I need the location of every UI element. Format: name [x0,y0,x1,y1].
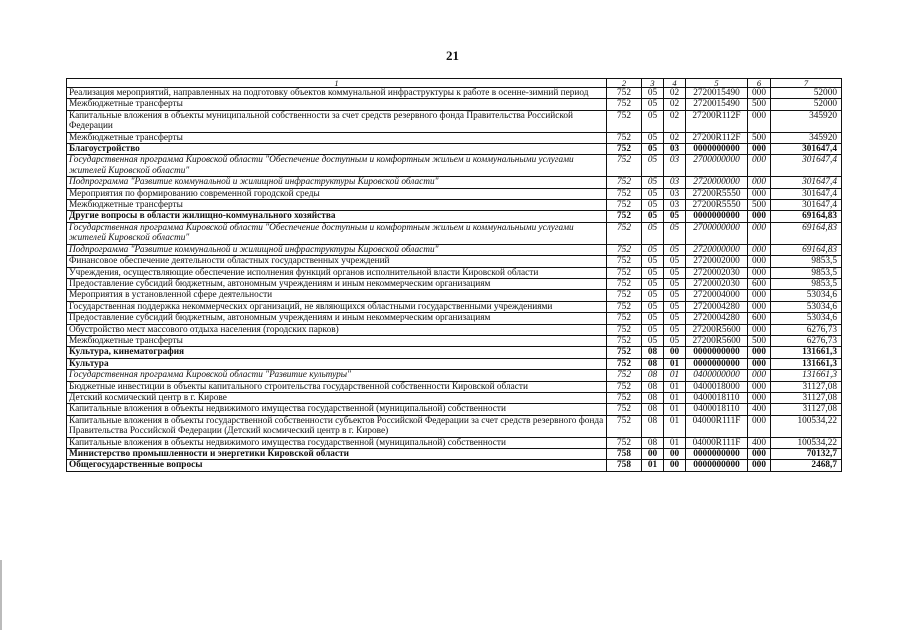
row-name: Государственная поддержка некоммерческих организаций, не являющихся областными государственными учреждениями [67,301,607,312]
row-target-article: 27200R5550 [686,200,748,211]
row-name: Детский космический центр в г. Кирове [67,392,607,403]
row-ved-code: 752 [607,335,642,346]
row-amount: 131661,3 [771,370,842,381]
row-target-article: 27200R5600 [686,335,748,346]
row-amount: 345920 [771,132,842,143]
row-amount: 53034,6 [771,290,842,301]
row-amount: 2468,7 [771,460,842,471]
column-header: 3 [642,79,664,88]
row-section-code: 05 [642,290,664,301]
row-expense-type: 000 [748,110,771,132]
row-subsection-code: 00 [664,460,686,471]
row-target-article: 2720002030 [686,267,748,278]
row-name: Культура, кинематография [67,347,607,358]
row-section-code: 05 [642,267,664,278]
row-subsection-code: 02 [664,99,686,110]
row-target-article: 0000000000 [686,211,748,222]
table-row [67,313,842,324]
row-target-article: 0000000000 [686,347,748,358]
column-header: 7 [771,79,842,88]
row-name: Общегосударственные вопросы [67,460,607,471]
row-amount: 31127,08 [771,381,842,392]
table-row [67,88,842,99]
row-amount: 301647,4 [771,155,842,177]
row-amount: 100534,22 [771,437,842,448]
row-name: Мероприятия в установленной сфере деятельности [67,290,607,301]
row-name: Подпрограмма "Развитие коммунальной и жилищной инфраструктуры Кировской области" [67,244,607,255]
row-amount: 6276,73 [771,335,842,346]
table-row [67,222,842,244]
row-amount: 31127,08 [771,404,842,415]
row-name: Бюджетные инвестиции в объекты капитального строительства государственной собственности Кировской области [67,381,607,392]
row-name: Предоставление субсидий бюджетным, автономным учреждениям и иным некоммерческим организациям [67,313,607,324]
row-subsection-code: 03 [664,200,686,211]
row-subsection-code: 05 [664,256,686,267]
row-subsection-code: 05 [664,324,686,335]
table-row [67,449,842,460]
row-name: Министерство промышленности и энергетики Кировской области [67,449,607,460]
row-target-article: 2720015490 [686,99,748,110]
row-target-article: 2720015490 [686,88,748,99]
row-ved-code: 752 [607,313,642,324]
row-section-code: 05 [642,188,664,199]
row-ved-code: 752 [607,200,642,211]
row-section-code: 05 [642,144,664,155]
row-ved-code: 752 [607,99,642,110]
row-expense-type: 000 [748,267,771,278]
row-subsection-code: 03 [664,188,686,199]
row-target-article: 2720004280 [686,301,748,312]
row-ved-code: 752 [607,177,642,188]
row-section-code: 05 [642,200,664,211]
table-row [67,244,842,255]
row-section-code: 08 [642,392,664,403]
column-header: 2 [607,79,642,88]
row-amount: 53034,6 [771,313,842,324]
row-subsection-code: 01 [664,404,686,415]
row-section-code: 05 [642,99,664,110]
row-expense-type: 000 [748,392,771,403]
row-subsection-code: 01 [664,370,686,381]
row-name: Межбюджетные трансферты [67,335,607,346]
row-amount: 70132,7 [771,449,842,460]
row-name: Культура [67,358,607,369]
row-target-article: 2720000000 [686,177,748,188]
table-row [67,460,842,471]
row-amount: 69164,83 [771,211,842,222]
row-subsection-code: 05 [664,301,686,312]
row-ved-code: 752 [607,144,642,155]
row-name: Межбюджетные трансферты [67,132,607,143]
row-amount: 69164,83 [771,244,842,255]
row-section-code: 05 [642,155,664,177]
row-section-code: 05 [642,256,664,267]
row-expense-type: 000 [748,244,771,255]
row-section-code: 08 [642,358,664,369]
row-ved-code: 752 [607,188,642,199]
row-subsection-code: 01 [664,392,686,403]
table-row [67,370,842,381]
row-subsection-code: 05 [664,267,686,278]
row-name: Учреждения, осуществляющие обеспечение исполнения функций органов исполнительной власти Кировской области [67,267,607,278]
row-ved-code: 752 [607,211,642,222]
table-row [67,415,842,437]
row-section-code: 05 [642,132,664,143]
row-ved-code: 752 [607,415,642,437]
row-target-article: 0400018110 [686,404,748,415]
row-name: Финансовое обеспечение деятельности областных государственных учреждений [67,256,607,267]
table-row [67,347,842,358]
row-amount: 100534,22 [771,415,842,437]
row-target-article: 27200R5600 [686,324,748,335]
row-name: Государственная программа Кировской области "Обеспечение доступным и комфортным жильем и коммунальными услугами жителей Кировской области" [67,155,607,177]
row-amount: 301647,4 [771,188,842,199]
row-subsection-code: 00 [664,347,686,358]
row-ved-code: 752 [607,392,642,403]
row-subsection-code: 05 [664,278,686,289]
row-expense-type: 600 [748,278,771,289]
row-name: Капитальные вложения в объекты государственной собственности субъектов Российской Федерации за счет средств резервного фонда Правительства Российской Федерации (Детский космический центр в г. Кирове) [67,415,607,437]
row-section-code: 08 [642,347,664,358]
row-ved-code: 752 [607,222,642,244]
table-row [67,211,842,222]
row-subsection-code: 01 [664,415,686,437]
row-section-code: 05 [642,88,664,99]
row-target-article: 27200R112F [686,110,748,132]
table-row [67,301,842,312]
row-section-code: 05 [642,278,664,289]
row-name: Капитальные вложения в объекты недвижимого имущества государственной (муниципальной) собственности [67,437,607,448]
row-target-article: 0400000000 [686,370,748,381]
row-ved-code: 752 [607,88,642,99]
row-target-article: 2700000000 [686,155,748,177]
row-ved-code: 752 [607,267,642,278]
row-expense-type: 600 [748,313,771,324]
column-header: 4 [664,79,686,88]
row-ved-code: 752 [607,132,642,143]
row-amount: 9853,5 [771,267,842,278]
row-target-article: 0400018110 [686,392,748,403]
row-ved-code: 752 [607,244,642,255]
row-subsection-code: 05 [664,335,686,346]
row-subsection-code: 00 [664,449,686,460]
table-row [67,381,842,392]
row-subsection-code: 05 [664,211,686,222]
row-section-code: 08 [642,404,664,415]
row-target-article: 2720004000 [686,290,748,301]
row-amount: 301647,4 [771,200,842,211]
table-row [67,188,842,199]
row-target-article: 2720002000 [686,256,748,267]
row-subsection-code: 03 [664,177,686,188]
row-target-article: 27200R5550 [686,188,748,199]
row-subsection-code: 02 [664,110,686,132]
page-number: 21 [446,48,459,63]
row-subsection-code: 02 [664,132,686,143]
row-expense-type: 000 [748,211,771,222]
row-target-article: 2700000000 [686,222,748,244]
table-row [67,290,842,301]
row-expense-type: 500 [748,200,771,211]
table-row [67,404,842,415]
row-target-article: 0000000000 [686,144,748,155]
row-ved-code: 752 [607,358,642,369]
table-row [67,132,842,143]
row-ved-code: 752 [607,370,642,381]
row-expense-type: 000 [748,88,771,99]
table-row [67,200,842,211]
row-amount: 301647,4 [771,177,842,188]
column-header: 5 [686,79,748,88]
row-section-code: 08 [642,370,664,381]
row-amount: 53034,6 [771,301,842,312]
row-subsection-code: 03 [664,144,686,155]
row-amount: 31127,08 [771,392,842,403]
row-subsection-code: 05 [664,290,686,301]
row-name: Обустройство мест массового отдыха населения (городских парков) [67,324,607,335]
row-expense-type: 000 [748,347,771,358]
row-target-article: 0000000000 [686,449,748,460]
row-name: Предоставление субсидий бюджетным, автономным учреждениям и иным некоммерческим организациям [67,278,607,289]
row-section-code: 08 [642,415,664,437]
row-expense-type: 000 [748,301,771,312]
budget-table [66,78,842,472]
table-row [67,177,842,188]
table-row [67,437,842,448]
row-amount: 301647,4 [771,144,842,155]
table-row [67,278,842,289]
row-ved-code: 758 [607,449,642,460]
row-amount: 131661,3 [771,347,842,358]
row-amount: 9853,5 [771,278,842,289]
row-target-article: 2720004280 [686,313,748,324]
row-expense-type: 500 [748,335,771,346]
row-ved-code: 752 [607,290,642,301]
row-section-code: 05 [642,335,664,346]
row-expense-type: 000 [748,449,771,460]
row-section-code: 05 [642,301,664,312]
row-target-article: 2720002030 [686,278,748,289]
row-section-code: 05 [642,222,664,244]
row-expense-type: 000 [748,144,771,155]
row-section-code: 05 [642,177,664,188]
row-name: Государственная программа Кировской области "Развитие культуры" [67,370,607,381]
row-section-code: 01 [642,460,664,471]
row-subsection-code: 05 [664,222,686,244]
row-subsection-code: 01 [664,381,686,392]
table-row [67,267,842,278]
row-ved-code: 752 [607,155,642,177]
row-section-code: 05 [642,324,664,335]
row-amount: 69164,83 [771,222,842,244]
row-name: Межбюджетные трансферты [67,200,607,211]
row-expense-type: 000 [748,256,771,267]
row-section-code: 00 [642,449,664,460]
row-name: Мероприятия по формированию современной городской среды [67,188,607,199]
row-expense-type: 000 [748,324,771,335]
row-section-code: 05 [642,244,664,255]
scan-edge-mark [0,560,2,630]
row-name: Капитальные вложения в объекты недвижимого имущества государственной (муниципальной) собственности [67,404,607,415]
row-ved-code: 752 [607,301,642,312]
row-expense-type: 000 [748,381,771,392]
row-name: Другие вопросы в области жилищно-коммунального хозяйства [67,211,607,222]
row-section-code: 05 [642,313,664,324]
row-expense-type: 000 [748,188,771,199]
row-expense-type: 000 [748,460,771,471]
column-header: 1 [67,79,607,88]
table-row [67,99,842,110]
row-subsection-code: 01 [664,358,686,369]
row-subsection-code: 02 [664,88,686,99]
row-name: Благоустройство [67,144,607,155]
table-row [67,256,842,267]
row-expense-type: 000 [748,177,771,188]
row-section-code: 05 [642,211,664,222]
row-ved-code: 752 [607,437,642,448]
row-expense-type: 500 [748,99,771,110]
table-row [67,358,842,369]
row-target-article: 27200R112F [686,132,748,143]
row-name: Подпрограмма "Развитие коммунальной и жилищной инфраструктуры Кировской области" [67,177,607,188]
row-expense-type: 400 [748,437,771,448]
row-expense-type: 000 [748,155,771,177]
row-expense-type: 000 [748,415,771,437]
table-row [67,155,842,177]
row-name: Реализация мероприятий, направленных на подготовку объектов коммунальной инфраструктуры к работе в осенне-зимний период [67,88,607,99]
row-expense-type: 000 [748,290,771,301]
row-target-article: 04000R111F [686,437,748,448]
row-name: Государственная программа Кировской области "Обеспечение доступным и комфортным жильем и коммунальными услугами жителей Кировской области" [67,222,607,244]
table-row [67,110,842,132]
column-header: 6 [748,79,771,88]
row-subsection-code: 01 [664,437,686,448]
row-amount: 131661,3 [771,358,842,369]
row-target-article: 2720000000 [686,244,748,255]
table-row [67,335,842,346]
row-amount: 52000 [771,99,842,110]
row-subsection-code: 05 [664,313,686,324]
row-expense-type: 500 [748,132,771,143]
row-subsection-code: 03 [664,155,686,177]
row-target-article: 0000000000 [686,460,748,471]
row-ved-code: 752 [607,324,642,335]
row-section-code: 08 [642,437,664,448]
row-ved-code: 752 [607,347,642,358]
row-target-article: 0400018000 [686,381,748,392]
row-amount: 6276,73 [771,324,842,335]
row-ved-code: 752 [607,278,642,289]
row-target-article: 0000000000 [686,358,748,369]
row-amount: 345920 [771,110,842,132]
row-expense-type: 000 [748,222,771,244]
row-section-code: 08 [642,381,664,392]
table-row [67,144,842,155]
row-ved-code: 752 [607,110,642,132]
row-expense-type: 000 [748,370,771,381]
row-name: Капитальные вложения в объекты муниципальной собственности за счет средств резервного фонда Правительства Российской Федерации [67,110,607,132]
row-ved-code: 752 [607,256,642,267]
row-ved-code: 752 [607,404,642,415]
row-amount: 52000 [771,88,842,99]
row-subsection-code: 05 [664,244,686,255]
row-expense-type: 400 [748,404,771,415]
row-expense-type: 000 [748,358,771,369]
row-target-article: 04000R111F [686,415,748,437]
row-section-code: 05 [642,110,664,132]
row-ved-code: 752 [607,381,642,392]
row-amount: 9853,5 [771,256,842,267]
table-row [67,392,842,403]
row-name: Межбюджетные трансферты [67,99,607,110]
table-header-row [67,79,842,88]
table-row [67,324,842,335]
row-ved-code: 758 [607,460,642,471]
